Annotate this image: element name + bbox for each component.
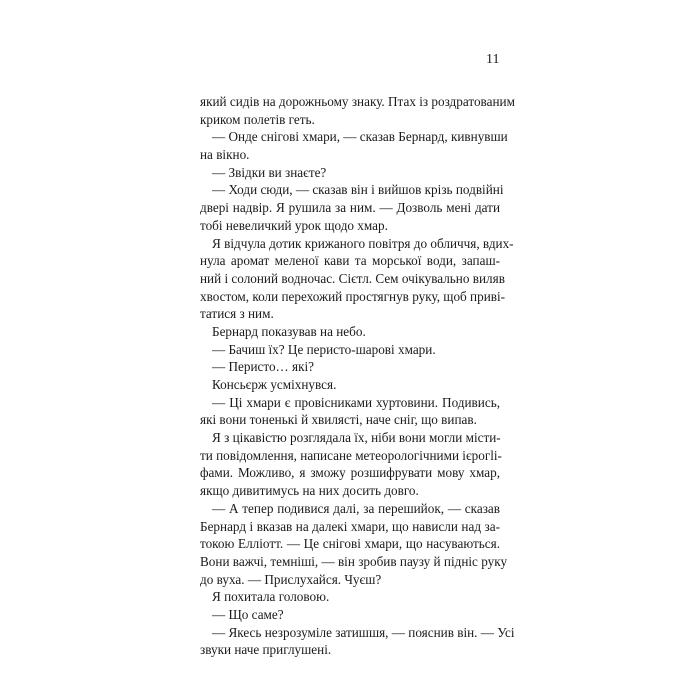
text-line: — Перисто… які? [212,359,315,375]
text-line: — Онде снігові хмари, — сказав Бернард, кивнувши [212,129,508,145]
text-line: нула аромат меленої кави та морської води, запаш- [200,253,500,269]
text-line: — Ці хмари є провісниками хуртовини. Подивись, [212,394,500,410]
text-line: — Якесь незрозуміле затишшя, — пояснив він. — Усі [212,624,515,640]
text-line: Я відчула дотик крижаного повітря до обличчя, вдих- [212,235,514,251]
text-line: Бернард показував на небо. [212,323,366,339]
text-line: Вони важчі, темніші, — він зробив паузу й підніс руку [200,553,508,569]
text-line: ний і солоний водночас. Сієтл. Сем очікувально виляв [200,270,505,286]
text-line: токою Елліотт. — Це снігові хмари, що насуваються. [200,536,500,552]
text-line: який сидів на дорожньому знаку. Птах із роздратованим [200,94,515,109]
text-line: ти повідомлення, написане метеорологічними ієрогlі- [200,447,502,463]
text-line: — Що саме? [212,606,284,622]
text-line: до вуха. — Прислухайся. Чуєш? [200,571,382,587]
text-line: Консьєрж усміхнувся. [212,377,337,392]
text-line: Я з цікавістю розглядала їх, ніби вони могли місти- [212,430,501,446]
text-line: — Звідки ви знаєте? [212,164,327,180]
text-line: тобі невеличкий урок щодо хмар. [200,217,388,233]
text-line: — Бачиш їх? Це перисто-шарові хмари. [212,341,436,357]
text-line: Я похитала головою. [212,589,330,605]
body-text [200,93,515,659]
text-line: — Ходи сюди, — сказав він і вийшов крізь подвійні [212,182,504,198]
text-line: — А тепер подивися далі, за перешийок, — сказав [212,500,500,516]
text-line: звуки наче приглушені. [200,642,332,658]
text-line: якщо дивитимусь на них досить довго. [200,483,419,499]
text-line: на вікно. [200,147,250,163]
text-line: татися з ним. [200,306,274,322]
page-number: 11 [486,52,500,67]
text-line: Бернард і вказав на далекі хмари, що нависли над за- [200,518,500,534]
text-line: фами. Можливо, я зможу розшифрувати мову хмар, [200,465,500,481]
text-line: хвостом, коли перехожий простягнув руку, щоб приві- [200,288,506,304]
text-line: криком полетів геть. [200,111,315,127]
text-line: які вони тоненькі й хвилясті, наче сніг, що випав. [200,412,477,428]
text-line: двері надвір. Я рушила за ним. — Дозволь мені дати [200,200,500,216]
